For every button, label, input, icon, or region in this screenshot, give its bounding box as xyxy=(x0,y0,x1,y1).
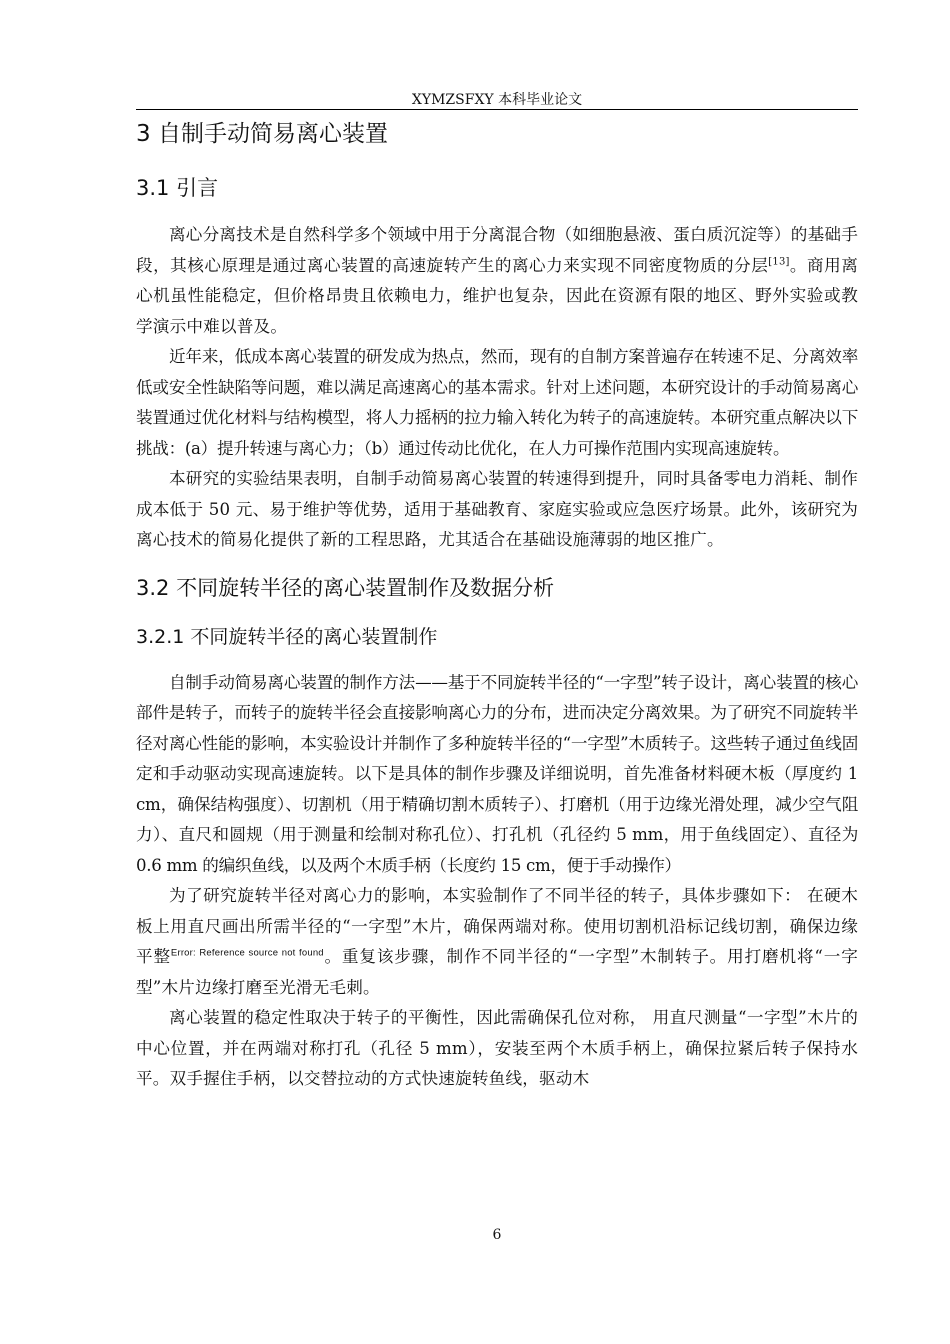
header-divider xyxy=(136,109,858,110)
subsection-3-2-1-title: 3.2.1 不同旋转半径的离心装置制作 xyxy=(136,625,438,648)
intro-paragraph-1-text-end: 。商用离心机虽性能稳定，但价格昂贵且依赖电力，维护也复杂，因此在资源有限的地区、野外实验或教学演示中难以普及。 xyxy=(136,255,858,336)
page-body xyxy=(136,112,858,1095)
fabrication-paragraph-2-intro: 为了研究旋转半径对离心力的影响，本实验制作了不同半径的转子，具体步骤如下： xyxy=(169,886,802,905)
intro-paragraph-3: 本研究的实验结果表明，自制手动简易离心装置的转速得到提升，同时具备零电力消耗、制作成本低于 50 元、易于维护等优势，适用于基础教育、家庭实验或应急医疗场景。此外，该研究为离心技术的简易化提供了新的工程思路，尤其适合在基础设施薄弱的地区推广。 xyxy=(136,469,858,549)
fabrication-paragraph-1: 自制手动简易离心装置的制作方法——基于不同旋转半径的“一字型”转子设计，离心装置的核心部件是转子，而转子的旋转半径会直接影响离心力的分布，进而决定分离效果。为了研究不同旋转半径对离心性能的影响，本实验设计并制作了多种旋转半径的“一字型”木质转子。这些转子通过鱼线固定和手动驱动实现高速旋转。以下是具体的制作步骤及详细说明，首先准备材料硬木板（厚度约 1 cm，确保结构强度）、切割机（用于精确切割木质转子）、打磨机（用于边缘光滑处理，减少空气阻力）、直尺和圆规（用于测量和绘制对称孔位）、打孔机（孔径约 5 mm，用于鱼线固定）、直径为 0.6 mm 的编织鱼线，以及两个木质手柄（长度约 15 cm，便于手动操作） xyxy=(136,672,858,875)
chapter-title: 3 自制手动简易离心装置 xyxy=(136,121,388,147)
section-3-2-title: 3.2 不同旋转半径的离心装置制作及数据分析 xyxy=(136,575,555,600)
intro-paragraph-1-text: 离心分离技术是自然科学多个领域中用于分离混合物（如细胞悬液、蛋白质沉淀等）的基础手段，其核心原理是通过离心装置的高速旋转产生的离心力来实现不同密度物质的分层 xyxy=(136,225,858,275)
reference-error-note: Error: Reference source not found xyxy=(170,947,324,959)
running-header: XYMZSFXY 本科毕业论文 xyxy=(411,92,583,108)
citation-reference: [13] xyxy=(768,255,790,267)
section-3-1-title: 3.1 引言 xyxy=(136,176,219,200)
page-number: 6 xyxy=(492,1227,502,1243)
intro-paragraph-2: 近年来，低成本离心装置的研发成为热点，然而，现有的自制方案普遍存在转速不足、分离效率低或安全性缺陷等问题，难以满足高速离心的基本需求。针对上述问题，本研究设计的手动简易离心装置通过优化材料与结构模型，将人力摇柄的拉力输入转化为转子的高速旋转。本研究重点解决以下挑战：(a）提升转速与离心力；（b）通过传动比优化，在人力可操作范围内实现高速旋转。 xyxy=(136,347,858,458)
intro-paragraph-1 xyxy=(136,220,858,342)
fabrication-paragraph-2-steps: 在硬木板上用直尺画出所需半径的“一字型”木片，确保两端对称。使用切割机沿标记线切割，确保边缘平整 xyxy=(136,886,858,966)
fabrication-paragraph-2 xyxy=(136,881,858,1003)
fabrication-paragraph-3: 离心装置的稳定性取决于转子的平衡性，因此需确保孔位对称， 用直尺测量“一字型”木片的中心位置，并在两端对称打孔（孔径 5 mm），安装至两个木质手柄上，确保拉紧后转子保持水平。双手握住手柄，以交替拉动的方式快速旋转鱼线，驱动木 xyxy=(136,1008,858,1088)
fabrication-paragraph-2-end: 。重复该步骤，制作不同半径的“一字型”木制转子。用打磨机将“一字型”木片边缘打磨至光滑无毛刺。 xyxy=(136,947,858,997)
